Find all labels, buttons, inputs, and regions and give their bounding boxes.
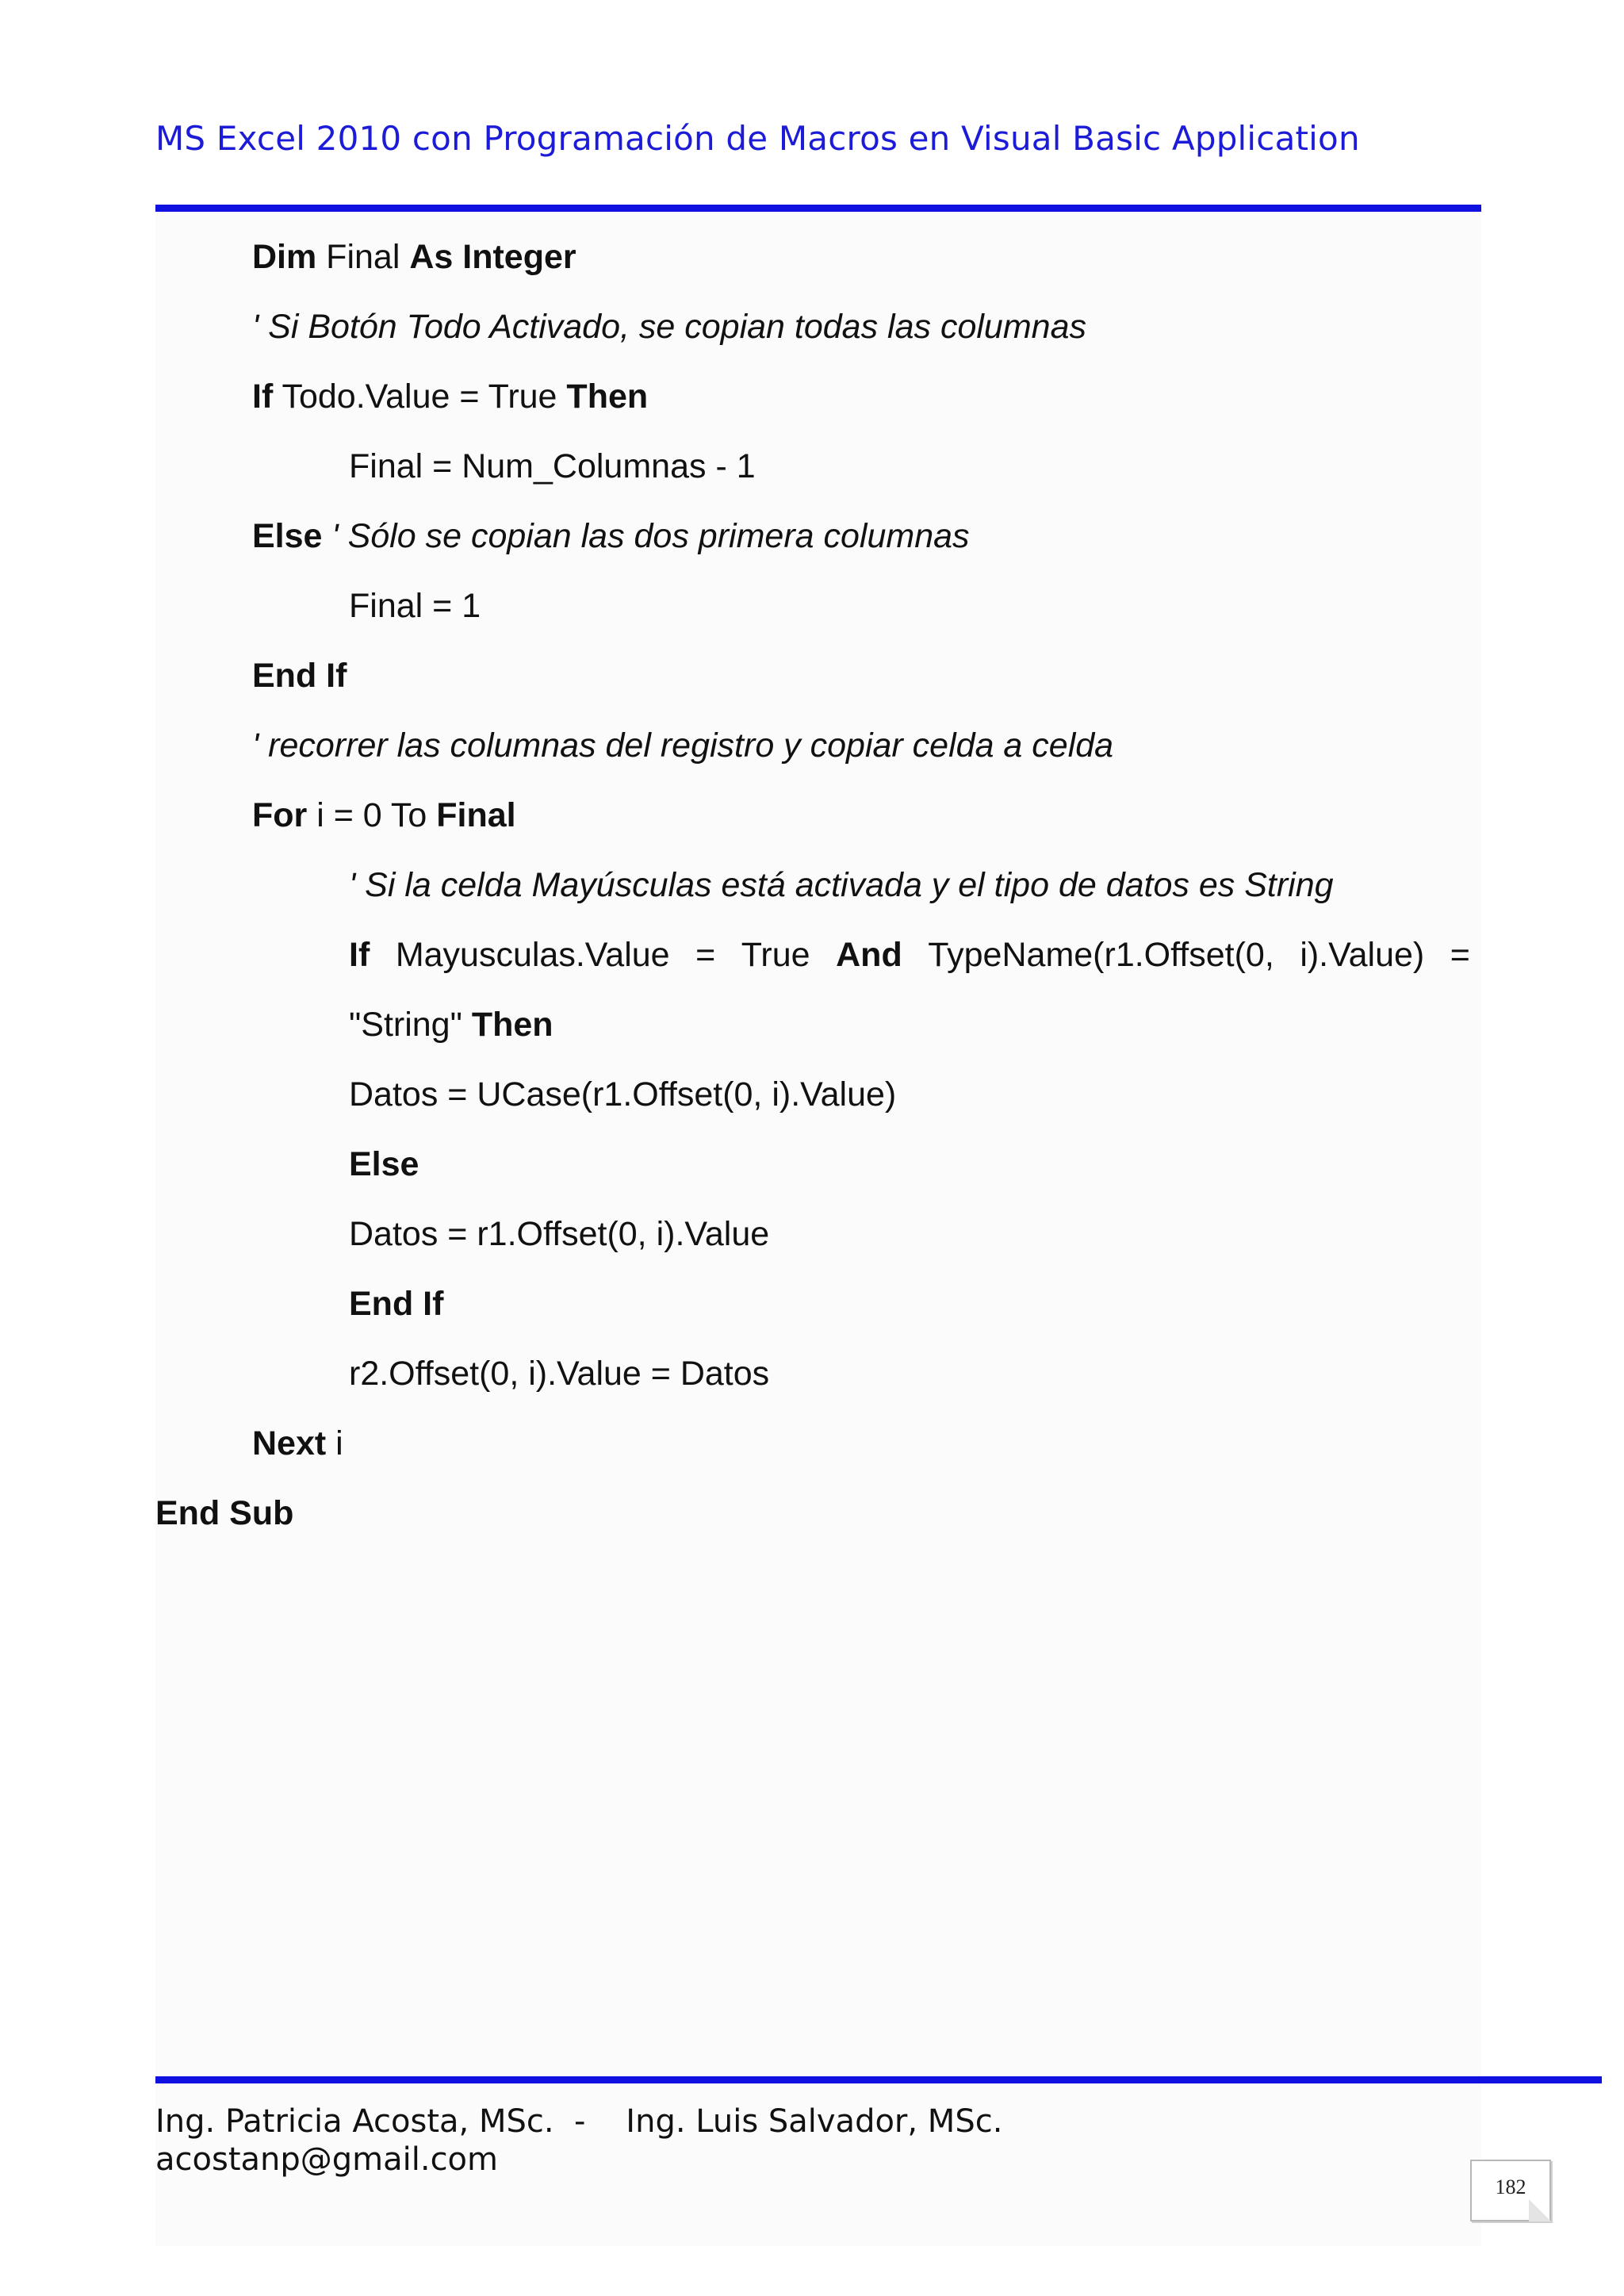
keyword: As Integer [409,238,576,276]
keyword: Else [252,517,323,555]
code-line [252,1420,343,1467]
code-comment: ' Si la celda Mayúsculas está activada y el tipo de datos es String [349,866,1334,904]
code-text: i = 0 To [307,796,437,834]
code-line [349,1001,553,1048]
keyword: Then [471,1006,553,1044]
keyword: If [349,936,370,974]
keyword: Next [252,1424,327,1462]
header-rule [155,205,1481,212]
keyword-line: End Sub [155,1494,294,1532]
code-text: TypeName(r1.Offset(0, [928,936,1274,974]
code-line [252,233,576,281]
code-line [349,931,1470,979]
code-text: i).Value) [1300,936,1425,974]
code-text: Todo.Value = True [273,378,567,416]
code-comment: ' Si Botón Todo Activado, se copian todas las columnas [252,308,1086,346]
footer-authors: Ing. Patricia Acosta, MSc. - Ing. Luis Salvador, MSc. [155,2103,1003,2140]
code-line: Datos = UCase(r1.Offset(0, i).Value) [349,1075,897,1114]
page-number: 182 [1495,2175,1526,2198]
code-comment: ' Sólo se copian las dos primera columnas [322,517,970,555]
code-text: Final [316,238,410,276]
code-text: True [741,936,810,974]
keyword-line: End If [252,657,347,695]
keyword-line: End If [349,1285,444,1323]
code-line [252,512,970,560]
footer-rule [155,2076,1602,2083]
keyword: If [252,378,274,416]
keyword-line: Else [349,1145,419,1183]
code-comment: ' recorrer las columnas del registro y copiar celda a celda [252,726,1114,765]
keyword: Then [566,378,649,416]
page-curl-icon [1529,2199,1551,2221]
code-text: = [1450,936,1470,974]
code-text: "String" [349,1006,472,1044]
code-text: i [326,1424,343,1462]
code-text: Mayusculas.Value [395,936,670,974]
keyword: For [252,796,308,834]
keyword: And [836,936,902,974]
page-number-box [1470,2160,1551,2221]
page-header-title: MS Excel 2010 con Programación de Macros en Visual Basic Application [155,119,1360,158]
keyword: Dim [252,238,317,276]
code-line: r2.Offset(0, i).Value = Datos [349,1355,770,1393]
code-line: Datos = r1.Offset(0, i).Value [349,1215,770,1253]
footer-email: acostanp@gmail.com [155,2141,498,2178]
code-line [252,792,516,839]
code-line: Final = Num_Columnas - 1 [349,447,756,485]
code-line: Final = 1 [349,587,481,625]
code-line [252,373,648,420]
code-text: = [695,936,716,974]
keyword: Final [436,796,516,834]
